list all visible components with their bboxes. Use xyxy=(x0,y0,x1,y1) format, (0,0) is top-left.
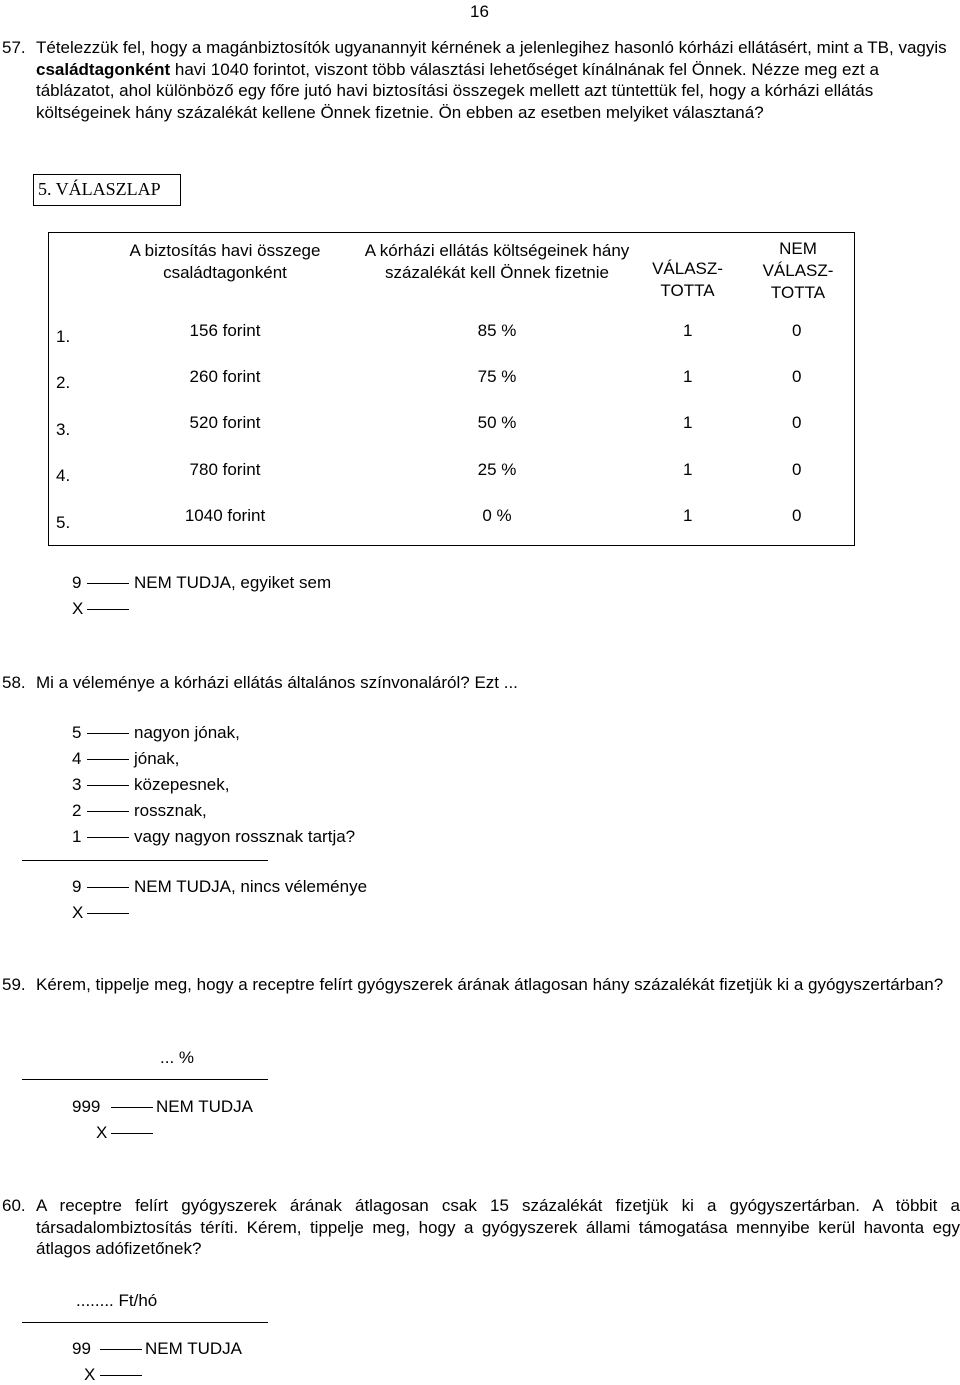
option-dash xyxy=(87,733,129,734)
code-dash xyxy=(87,887,129,888)
question-58 xyxy=(2,672,960,694)
code: X xyxy=(72,599,84,618)
question-text: Kérem, tippelje meg, hogy a receptre felírt gyógyszerek árának átlagosan hány százalékát fizetjük ki a gyógyszertárban? xyxy=(36,975,944,994)
card-label: 5. VÁLASZLAP xyxy=(38,179,161,199)
row-amount: 780 forint xyxy=(189,460,261,479)
option-dash xyxy=(87,811,129,812)
answer-blank: ........ Ft/hó xyxy=(76,1291,158,1310)
code-label: NEM TUDJA, nincs véleménye xyxy=(134,877,368,896)
code: 9 xyxy=(72,877,82,896)
code-dash xyxy=(87,913,129,914)
code: X xyxy=(72,903,84,922)
row-code-not-chosen: 0 xyxy=(792,460,802,479)
question-number: 58. xyxy=(2,673,26,692)
question-number: 60. xyxy=(2,1196,26,1215)
row-code-chosen: 1 xyxy=(683,321,693,340)
row-code-chosen: 1 xyxy=(683,367,693,386)
row-number: 5. xyxy=(56,513,71,532)
code: 99 xyxy=(72,1339,91,1358)
separator-line xyxy=(22,1079,268,1080)
option-code: 1 xyxy=(72,827,82,846)
row-percent: 25 % xyxy=(477,460,517,479)
row-amount: 1040 forint xyxy=(184,506,266,525)
code-dash xyxy=(100,1349,142,1350)
row-percent: 0 % xyxy=(482,506,512,525)
table-header-chosen: VÁLASZ- TOTTA xyxy=(652,259,723,300)
row-amount: 156 forint xyxy=(189,321,261,340)
row-percent: 85 % xyxy=(477,321,517,340)
row-code-chosen: 1 xyxy=(683,460,693,479)
option-label: nagyon jónak, xyxy=(134,723,240,742)
row-amount: 520 forint xyxy=(189,413,261,432)
row-amount: 260 forint xyxy=(189,367,261,386)
option-label: vagy nagyon rossznak tartja? xyxy=(134,827,356,846)
row-code-not-chosen: 0 xyxy=(792,413,802,432)
table-header-amount: A biztosítás havi összege családtagonként xyxy=(129,241,321,282)
option-code: 5 xyxy=(72,723,82,742)
code-dash xyxy=(87,609,129,610)
option-code: 2 xyxy=(72,801,82,820)
question-text-part-a: Tételezzük fel, hogy a magánbiztosítók ugyanannyit kérnének a jelenlegihez hasonló kórházi ellátásért, mint a TB, vagyis xyxy=(36,38,947,57)
code-dash xyxy=(87,583,129,584)
code: 9 xyxy=(72,573,82,592)
code: X xyxy=(96,1123,108,1142)
option-dash xyxy=(87,837,129,838)
row-number: 3. xyxy=(56,420,71,439)
row-percent: 50 % xyxy=(477,413,517,432)
code-dash xyxy=(111,1107,153,1108)
option-label: rossznak, xyxy=(134,801,207,820)
row-number: 2. xyxy=(56,373,71,392)
card-label-box xyxy=(33,174,181,206)
code-label: NEM TUDJA, egyiket sem xyxy=(134,573,332,592)
row-code-not-chosen: 0 xyxy=(792,506,802,525)
question-text: A receptre felírt gyógyszerek árának átlagosan csak 15 százalékát fizetjük ki a gyógyszertárban. A többit a társadalombiztosítás téríti. Kérem, tippelje meg, hogy a gyógyszerek állami támogatása mennyibe kerül havonta egy átlagos adófizetőnek? xyxy=(36,1196,960,1258)
row-number: 1. xyxy=(56,327,71,346)
question-text: Mi a véleménye a kórházi ellátás általános színvonaláról? Ezt ... xyxy=(36,673,518,692)
separator-line xyxy=(22,1322,268,1323)
row-code-not-chosen: 0 xyxy=(792,367,802,386)
question-number: 57. xyxy=(2,38,26,57)
answer-blank: ... % xyxy=(160,1048,195,1067)
row-code-chosen: 1 xyxy=(683,506,693,525)
question-text-emphasis: családtagonként xyxy=(36,59,171,79)
code: X xyxy=(84,1365,96,1384)
option-dash xyxy=(87,785,129,786)
option-code: 4 xyxy=(72,749,82,768)
option-code: 3 xyxy=(72,775,82,794)
question-60 xyxy=(2,1195,960,1260)
separator-line xyxy=(22,860,268,861)
code-label: NEM TUDJA xyxy=(156,1097,253,1116)
code-label: NEM TUDJA xyxy=(145,1339,242,1358)
option-label: közepesnek, xyxy=(134,775,230,794)
question-57 xyxy=(2,37,960,123)
question-text-part-b: havi 1040 forintot, viszont több választási lehetőséget kínálnának fel Önnek. Nézze meg ezt a táblázatot, ahol különböző egy főre jutó havi biztosítási összegek mellett azt tüntettük fel, hogy a kórházi ellátás költségeinek hány százalékát kellene Önnek fizetnie. Ön ebben az esetben melyiket választaná? xyxy=(36,59,879,122)
option-label: jónak, xyxy=(134,749,180,768)
question-59 xyxy=(2,974,960,996)
row-number: 4. xyxy=(56,466,71,485)
code-dash xyxy=(111,1133,153,1134)
row-code-not-chosen: 0 xyxy=(792,321,802,340)
table-header-not-chosen: NEM VÁLASZ- TOTTA xyxy=(762,239,834,302)
code-dash xyxy=(100,1375,142,1376)
table-header-percent: A kórházi ellátás költségeinek hány százalékát kell Önnek fizetnie xyxy=(364,241,630,282)
row-code-chosen: 1 xyxy=(683,413,693,432)
option-dash xyxy=(87,759,129,760)
page-number: 16 xyxy=(470,2,489,21)
code: 999 xyxy=(72,1097,101,1116)
row-percent: 75 % xyxy=(477,367,517,386)
question-number: 59. xyxy=(2,975,26,994)
